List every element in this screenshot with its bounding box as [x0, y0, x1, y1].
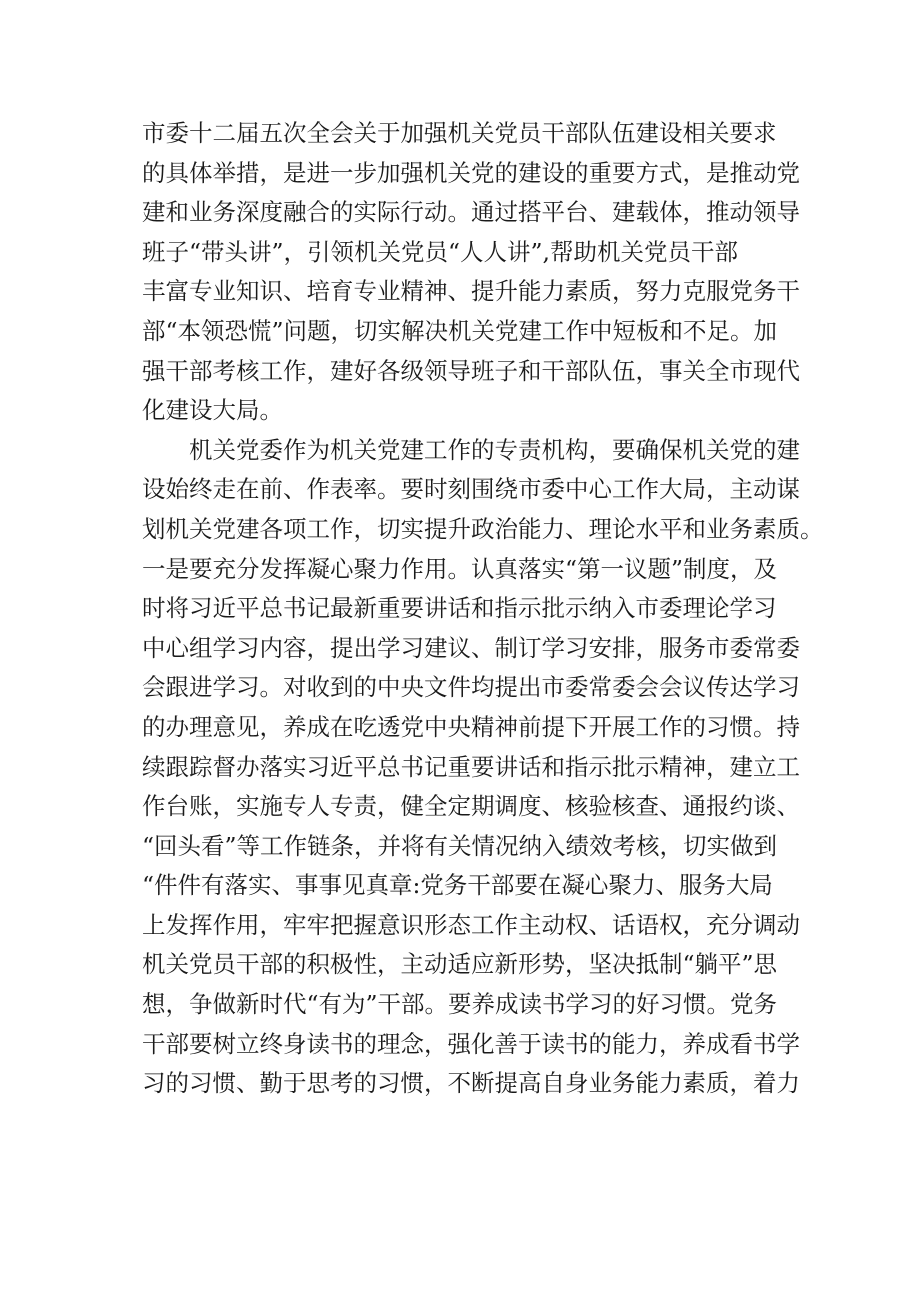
text-line-12: 一是要充分发挥凝心聚力作用。认真落实“第一议题”制度，及 [142, 554, 778, 583]
text-line-21: 上发挥作用，牢牢把握意识形态工作主动权、话语权，充分调动 [142, 910, 800, 939]
text-line-3: 建和业务深度融合的实际行动。通过搭平台、建载体，推动领导 [142, 198, 800, 227]
text-line-7: 强干部考核工作，建好各级领导班子和干部队伍，事关全市现代 [142, 356, 800, 385]
text-line-11: 划机关党建各项工作，切实提升政治能力、理论水平和业务素质。 [142, 514, 824, 543]
text-line-22: 机关党员干部的积极性，主动适应新形势，坚决抵制“躺平”思 [142, 950, 778, 979]
text-line-9: 机关党委作为机关党建工作的专责机构，要确保机关党的建 [142, 435, 800, 464]
text-line-17: 续跟踪督办落实习近平总书记重要讲话和指示批示精神，建立工 [142, 752, 800, 781]
text-line-13: 时将习近平总书记最新重要讲话和指示批示纳入市委理论学习 [142, 594, 777, 623]
text-line-2: 的具体举措，是进一步加强机关党的建设的重要方式，是推动党 [142, 158, 800, 187]
text-line-24: 干部要树立终身读书的理念，强化善于读书的能力，养成看书学 [142, 1029, 800, 1058]
text-line-8: 化建设大局。 [142, 396, 283, 425]
text-line-15: 会跟进学习。对收到的中央文件均提出市委常委会会议传达学习 [142, 673, 800, 702]
text-line-19: “回头看”等工作链条，并将有关情况纳入绩效考核，切实做到 [142, 831, 778, 860]
text-line-4: 班子“带头讲”，引领机关党员“人人讲”,帮助机关党员干部 [142, 237, 739, 266]
text-line-10: 设始终走在前、作表率。要时刻围绕市委中心工作大局，主动谋 [142, 475, 800, 504]
text-line-18: 作台账，实施专人专责，健全定期调度、核验核查、通报约谈、 [142, 792, 800, 821]
text-line-14: 中心组学习内容，提出学习建议、制订学习安排，服务市委常委 [142, 633, 800, 662]
text-line-6: 部“本领恐慌”问题，切实解决机关党建工作中短板和不足。加 [142, 316, 778, 345]
body-text [142, 114, 824, 1104]
text-line-16: 的办理意见，养成在吃透党中央精神前提下开展工作的习惯。持 [142, 712, 800, 741]
text-line-25: 习的习惯、勤于思考的习惯，不断提高自身业务能力素质，着力 [142, 1069, 800, 1098]
text-line-1: 市委十二届五次全会关于加强机关党员干部队伍建设相关要求 [142, 119, 777, 147]
text-line-23: 想，争做新时代“有为”干部。要养成读书学习的好习惯。党务 [142, 990, 778, 1019]
text-line-5: 丰富专业知识、培育专业精神、提升能力素质，努力克服党务干 [142, 277, 800, 306]
text-line-20: “件件有落实、事事见真章:党务干部要在凝心聚力、服务大局 [142, 871, 773, 900]
